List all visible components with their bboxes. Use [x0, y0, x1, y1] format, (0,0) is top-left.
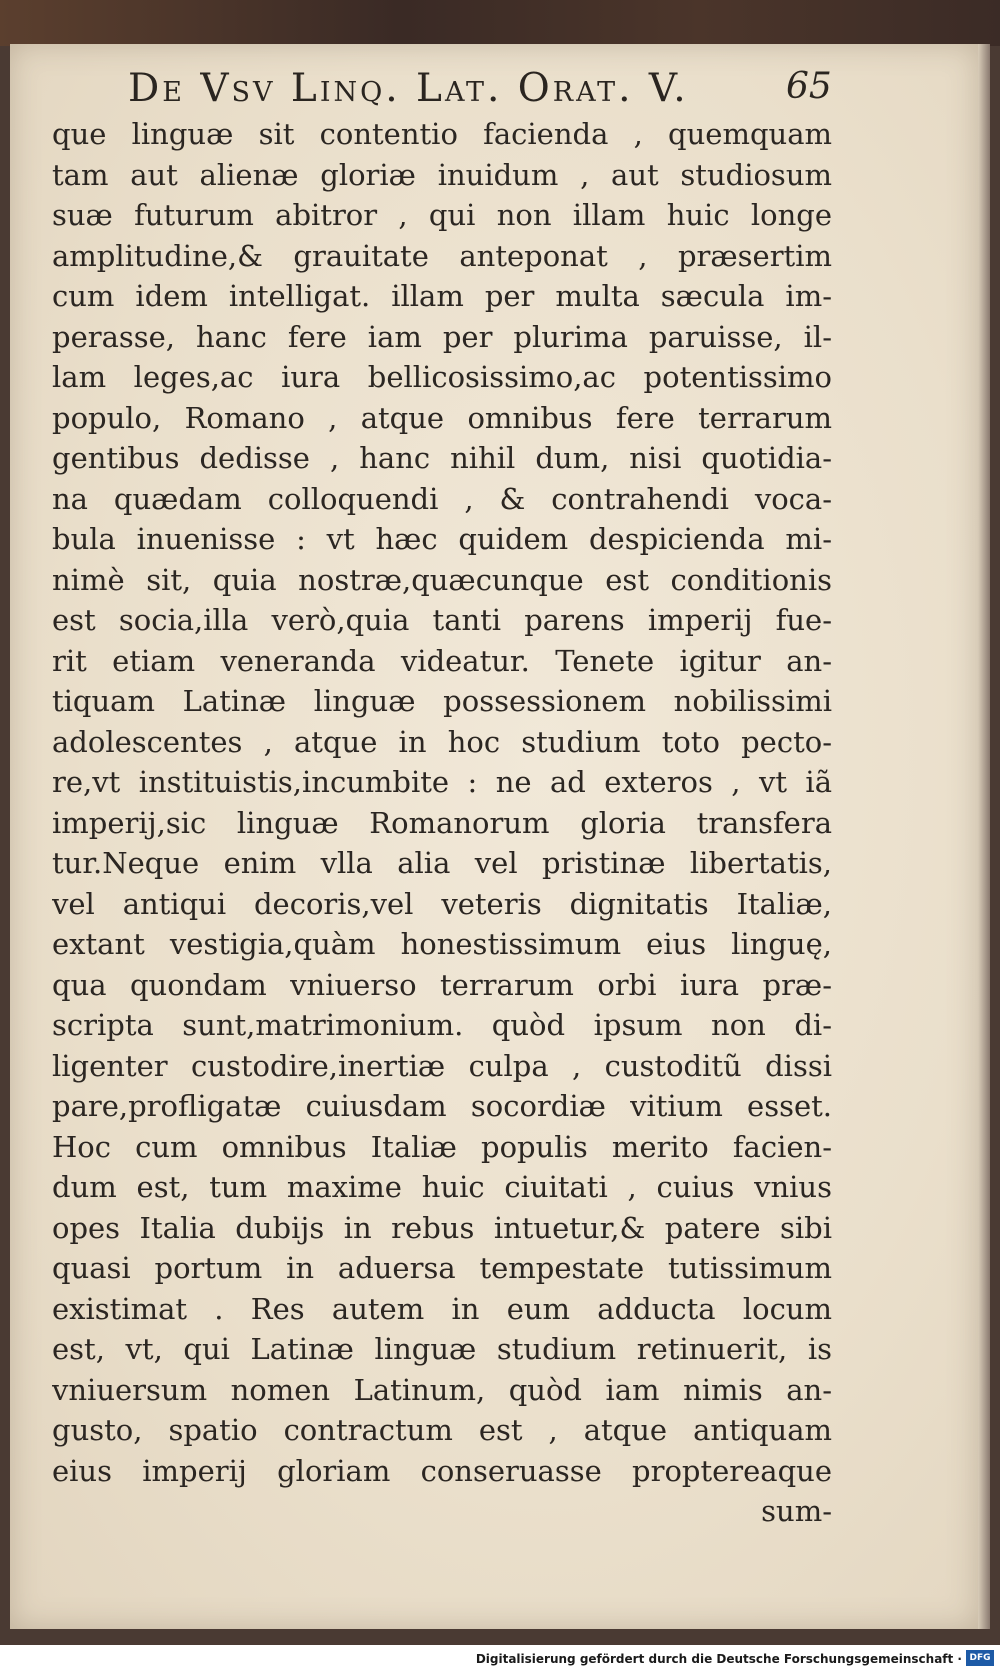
book-page-edge: [978, 44, 990, 1629]
page-number: 65: [786, 66, 832, 107]
text-line: lam leges,ac iura bellicosissimo,ac potentissimo: [52, 360, 832, 394]
text-line: vel antiqui decoris,vel veteris dignitatis Italiæ,: [52, 886, 832, 921]
text-line: gusto, spatio contractum est , atque antiquam: [52, 1413, 832, 1447]
text-line: tam aut alienæ gloriæ inuidum , aut studiosum: [52, 157, 832, 192]
text-line: sum-: [761, 1494, 832, 1528]
text-line: imperij,sic linguæ Romanorum gloria transfera: [52, 805, 832, 840]
text-line: dum est, tum maxime huic ciuitati , cuius vnius: [52, 1170, 832, 1204]
text-line: perasse, hanc fere iam per plurima paruisse, il-: [52, 319, 832, 354]
text-line: eius imperij gloriam conseruasse proptereaque: [52, 1453, 832, 1488]
text-line: existimat . Res autem in eum adducta locum: [52, 1291, 832, 1326]
text-line: ligenter custodire,inertiæ culpa , custoditũ dissi: [52, 1048, 832, 1083]
text-line: nimè sit, quia nostræ,quæcunque est conditionis: [52, 562, 832, 597]
text-line: amplitudine,& grauitate anteponat , præsertim: [52, 238, 832, 273]
text-line: gentibus dedisse , hanc nihil dum, nisi quotidia-: [52, 441, 832, 475]
text-line: re,vt instituistis,incumbite : ne ad exteros , vt iã: [52, 765, 832, 799]
text-line: tiquam Latinæ linguæ possessionem nobilissimi: [52, 684, 832, 718]
book-edge-top: [0, 0, 1000, 46]
running-head: De Vsv Linq. Lat. Orat. V.: [128, 66, 689, 111]
text-line: quasi portum in aduersa tempestate tutissimum: [52, 1251, 832, 1285]
text-line: tur.Neque enim vlla alia vel pristinæ libertatis,: [52, 846, 832, 880]
dfg-logo: DFG: [966, 1650, 994, 1666]
text-line: suæ futurum abitror , qui non illam huic longe: [52, 198, 832, 232]
digitization-credit: Digitalisierung gefördert durch die Deutsche Forschungsgemeinschaft ·: [475, 1652, 962, 1666]
text-line: extant vestigia,quàm honestissimum eius linguę,: [52, 927, 832, 961]
text-line: opes Italia dubijs in rebus intuetur,& patere sibi: [52, 1210, 832, 1245]
text-line: rit etiam veneranda videatur. Tenete igitur an-: [52, 643, 832, 678]
text-line: cum idem intelligat. illam per multa sæcula im-: [52, 279, 832, 313]
text-line: scripta sunt,matrimonium. quòd ipsum non di-: [52, 1008, 832, 1042]
text-line: adolescentes , atque in hoc studium toto pecto-: [52, 724, 832, 759]
text-line: qua quondam vniuerso terrarum orbi iura præ-: [52, 967, 832, 1002]
text-line: pare,profligatæ cuiusdam socordiæ vitium esset.: [52, 1089, 832, 1123]
text-line: vniuersum nomen Latinum, quòd iam nimis an-: [52, 1372, 832, 1407]
text-line: na quædam colloquendi , & contrahendi voca-: [52, 481, 832, 516]
text-line: est, vt, qui Latinæ linguæ studium retinuerit, is: [52, 1332, 832, 1366]
text-line: que linguæ sit contentio facienda , quemquam: [52, 117, 832, 151]
text-line: est socia,illa verò,quia tanti parens imperij fue-: [52, 603, 832, 637]
text-line: populo, Romano , atque omnibus fere terrarum: [52, 400, 832, 435]
text-line: Hoc cum omnibus Italiæ populis merito facien-: [52, 1129, 832, 1164]
text-line: bula inuenisse : vt hæc quidem despicienda mi-: [52, 522, 832, 556]
body-text: [52, 114, 832, 1532]
